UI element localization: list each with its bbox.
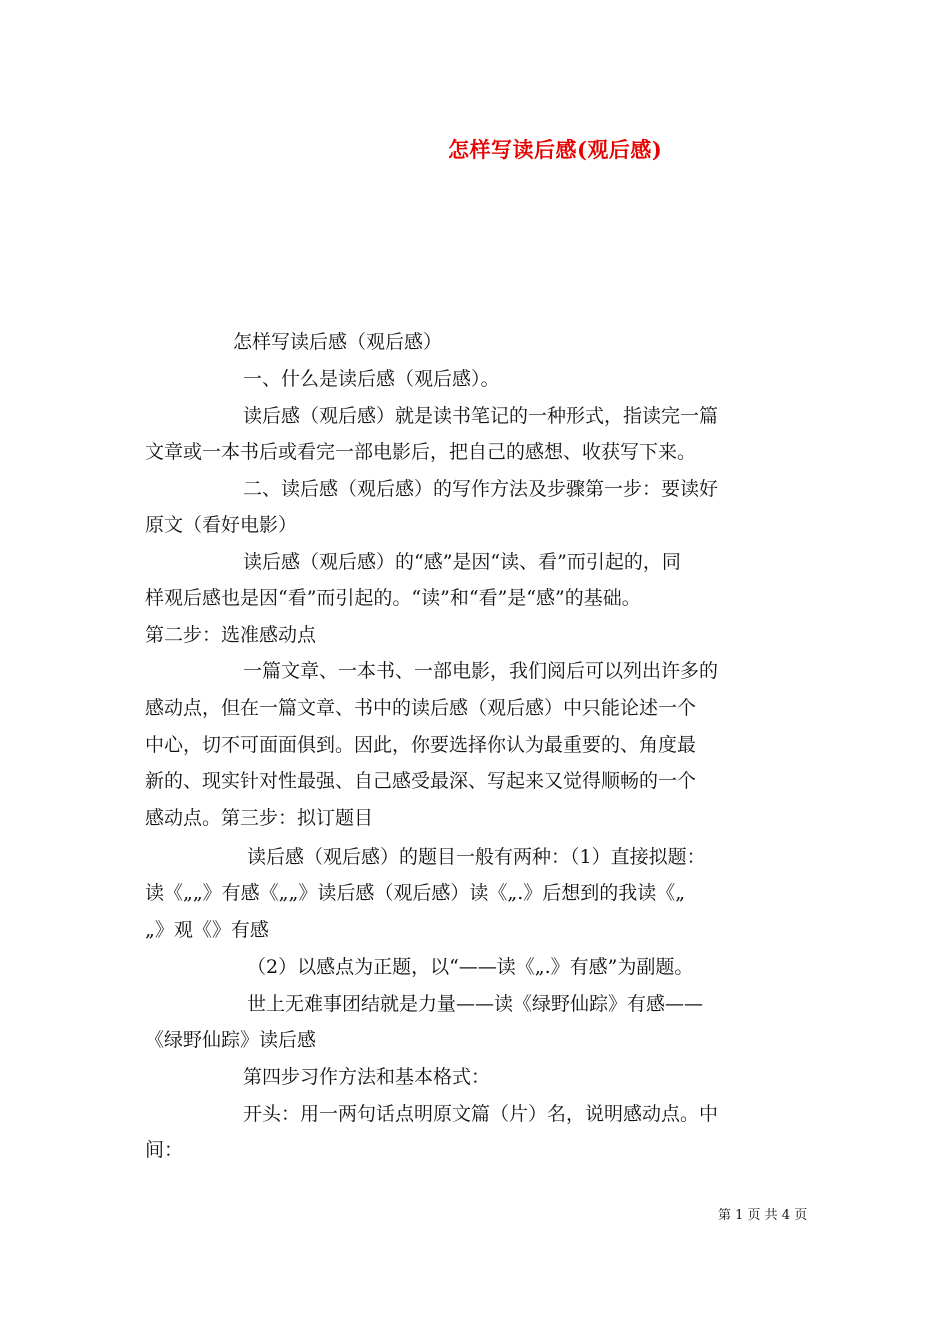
body-line: 文章或一本书后或看完一部电影后，把自己的感想、收获写下来。: [145, 441, 697, 463]
body-line: 读后感（观后感）的题目一般有两种：（1）直接拟题：: [247, 846, 706, 868]
page-title: 怎样写读后感(观后感): [448, 137, 663, 162]
body-line: 新的、现实针对性最强、自己感受最深、写起来又觉得顺畅的一个: [145, 770, 697, 792]
body-line: 世上无难事团结就是力量——读《绿野仙踪》有感——: [247, 993, 704, 1015]
body-line: 样观后感也是因“看”而引起的。“读”和“看”是“感”的基础。: [145, 587, 641, 609]
body-line: „》观《》有感: [145, 919, 269, 941]
body-line: 读后感（观后感）的“感”是因“读、看”而引起的，同: [243, 551, 681, 573]
body-line: 感动点。第三步：拟订题目: [145, 807, 374, 829]
body-line: 怎样写读后感（观后感）: [233, 331, 443, 353]
body-line: 第四步习作方法和基本格式：: [243, 1066, 491, 1088]
body-line: 开头：用一两句话点明原文篇（片）名，说明感动点。中: [243, 1103, 719, 1125]
body-line: （2）以感点为正题，以“——读《„.》有感”为副题。: [247, 956, 694, 978]
body-line: 一、什么是读后感（观后感）。: [243, 368, 500, 390]
body-line: 间：: [145, 1139, 184, 1161]
body-line: 读后感（观后感）就是读书笔记的一种形式，指读完一篇: [243, 405, 719, 427]
page-number: 第 1 页 共 4 页: [718, 1208, 808, 1223]
body-line: 《绿野仙踪》读后感: [145, 1029, 317, 1051]
body-line: 一篇文章、一本书、一部电影，我们阅后可以列出许多的: [243, 660, 719, 682]
body-line: 中心，切不可面面俱到。因此，你要选择你认为最重要的、角度最: [145, 734, 697, 756]
body-line: 原文（看好电影）: [145, 514, 298, 536]
body-line: 感动点，但在一篇文章、书中的读后感（观后感）中只能论述一个: [145, 697, 697, 719]
body-line: 第二步：选准感动点: [145, 624, 317, 646]
body-line: 二、读后感（观后感）的写作方法及步骤第一步：要读好: [243, 478, 719, 500]
body-line: 读《„„》有感《„„》读后感（观后感）读《„.》后想到的我读《„: [145, 882, 686, 904]
